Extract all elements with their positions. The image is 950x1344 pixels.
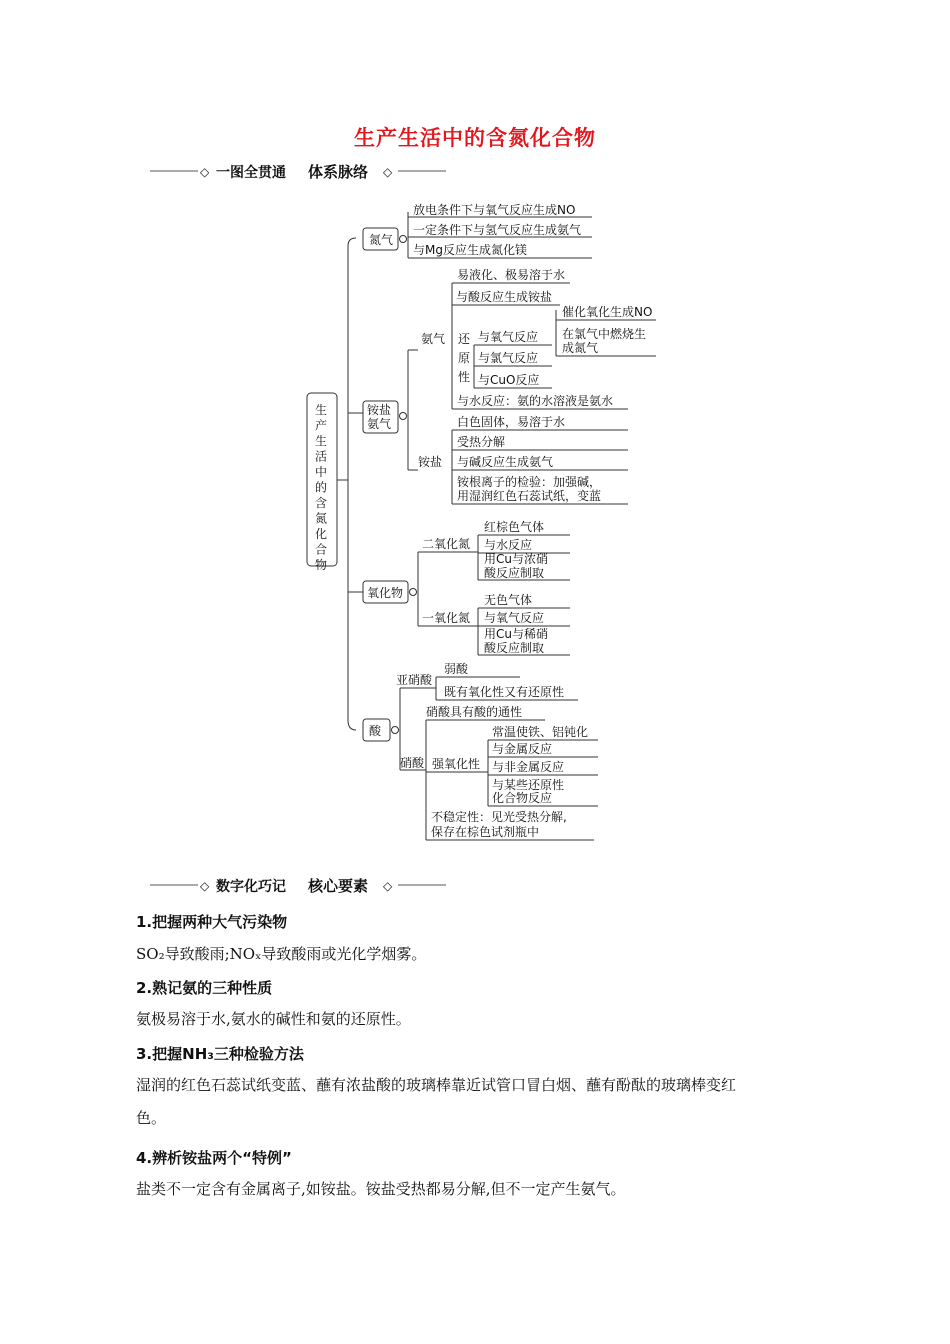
nitrogen-item: 放电条件下与氧气反应生成NO xyxy=(413,203,576,217)
oxygen-item: 在氯气中燃烧生 xyxy=(562,327,647,341)
salt-item: 铵根离子的检验：加强碱， xyxy=(457,475,602,489)
diamond-icon: ◇ xyxy=(383,165,393,179)
point-heading: 4.辨析铵盐两个“特例” xyxy=(136,1149,292,1167)
vertical-char: 还 xyxy=(458,332,471,346)
salt-item: 用湿润红色石蕊试纸，变蓝 xyxy=(457,489,602,503)
point-text: 氨极易溶于水,氨水的碱性和氨的还原性。 xyxy=(136,1010,411,1028)
no2-item: 酸反应制取 xyxy=(484,566,545,580)
point-text: SO₂导致酸雨;NOₓ导致酸雨或光化学烟雾。 xyxy=(136,945,427,963)
section-banner-system xyxy=(150,163,446,181)
vertical-char: 化 xyxy=(315,527,328,541)
salt-item: 受热分解 xyxy=(457,435,506,449)
banner-prefix: 一图全贯通 xyxy=(216,165,286,181)
node-ammonia: 氨气 xyxy=(421,332,446,346)
reducing-item: 与氧气反应 xyxy=(478,330,539,344)
banner-prefix: 数字化巧记 xyxy=(216,879,286,895)
salt-item: 白色固体，易溶于水 xyxy=(457,415,566,429)
reducing-item: 与氯气反应 xyxy=(478,351,539,365)
diamond-icon: ◇ xyxy=(383,879,393,893)
node-reducing xyxy=(458,332,471,384)
nitrous-item: 既有氧化性又有还原性 xyxy=(444,685,565,699)
point-text: 色。 xyxy=(136,1109,167,1127)
node-ammonium-salt: 铵盐 xyxy=(418,455,443,469)
node-acids: 酸 xyxy=(369,724,382,738)
vertical-char: 的 xyxy=(315,480,328,495)
oxygen-item: 催化氧化生成NO xyxy=(562,305,653,319)
vertical-char: 中 xyxy=(315,465,328,479)
no-item: 无色气体 xyxy=(484,593,533,607)
ammonia-item: 易液化、极易溶于水 xyxy=(457,268,566,282)
vertical-char: 生 xyxy=(315,403,328,417)
nitric-general: 硝酸具有酸的通性 xyxy=(426,705,523,719)
vertical-char: 原 xyxy=(458,351,471,365)
node-no2: 二氧化氮 xyxy=(422,537,471,551)
node-oxides: 氧化物 xyxy=(367,586,404,600)
point-heading: 2.熟记氨的三种性质 xyxy=(136,979,273,997)
unstable-item: 不稳定性：见光受热分解, xyxy=(431,810,567,824)
no2-item: 用Cu与浓硝 xyxy=(484,552,548,566)
node-strong-oxidizing: 强氧化性 xyxy=(432,757,481,771)
oxidizing-item: 常温使铁、铝钝化 xyxy=(492,725,589,739)
oxygen-item: 成氮气 xyxy=(562,341,599,355)
root-node-label xyxy=(315,402,327,572)
node-ammonium-ammonia: 铵盐 xyxy=(367,403,392,417)
nitrogen-item: 与Mg反应生成氮化镁 xyxy=(413,243,527,257)
point-heading: 3.把握NH₃三种检验方法 xyxy=(136,1045,304,1063)
diamond-icon: ◇ xyxy=(200,165,210,179)
no-item: 酸反应制取 xyxy=(484,641,545,655)
point-text: 湿润的红色石蕊试纸变蓝、蘸有浓盐酸的玻璃棒靠近试管口冒白烟、蘸有酚酞的玻璃棒变红 xyxy=(136,1076,737,1094)
unstable-item: 保存在棕色试剂瓶中 xyxy=(431,825,540,839)
node-nitrous-acid: 亚硝酸 xyxy=(396,673,433,687)
ammonia-item: 与酸反应生成铵盐 xyxy=(456,290,553,304)
vertical-char: 氮 xyxy=(315,511,328,526)
salt-item: 与碱反应生成氨气 xyxy=(457,455,554,469)
page-title: 生产生活中的含氮化合物 xyxy=(354,126,596,150)
node-ammonium-ammonia: 氨气 xyxy=(367,417,392,431)
oxidizing-item: 与金属反应 xyxy=(492,742,553,756)
vertical-char: 产 xyxy=(315,418,328,433)
point-heading: 1.把握两种大气污染物 xyxy=(136,913,288,931)
oxidizing-item: 与非金属反应 xyxy=(492,760,565,774)
vertical-char: 物 xyxy=(315,558,328,572)
reducing-item: 与CuO反应 xyxy=(478,373,540,387)
node-no: 一氧化氮 xyxy=(422,611,471,625)
no2-item: 与水反应 xyxy=(484,538,533,552)
nitrogen-item: 一定条件下与氢气反应生成氨气 xyxy=(413,223,582,237)
nitrous-item: 弱酸 xyxy=(444,662,469,676)
ammonia-item: 与水反应：氨的水溶液是氨水 xyxy=(457,394,614,408)
oxidizing-item: 与某些还原性 xyxy=(492,778,565,792)
banner-main: 核心要素 xyxy=(308,877,369,895)
no2-item: 红棕色气体 xyxy=(484,520,545,534)
node-nitric-acid: 硝酸 xyxy=(400,756,425,770)
vertical-char: 含 xyxy=(315,496,328,510)
vertical-char: 性 xyxy=(458,370,471,384)
banner-main: 体系脉络 xyxy=(308,163,369,181)
vertical-char: 活 xyxy=(315,449,328,464)
node-nitrogen: 氮气 xyxy=(369,233,394,247)
section-banner-core xyxy=(150,877,446,895)
no-item: 用Cu与稀硝 xyxy=(484,627,548,641)
oxidizing-item: 化合物反应 xyxy=(492,791,553,805)
no-item: 与氧气反应 xyxy=(484,611,545,625)
point-text: 盐类不一定含有金属离子,如铵盐。铵盐受热都易分解,但不一定产生氨气。 xyxy=(136,1180,626,1198)
diamond-icon: ◇ xyxy=(200,879,210,893)
vertical-char: 生 xyxy=(315,434,328,448)
vertical-char: 合 xyxy=(315,542,328,557)
